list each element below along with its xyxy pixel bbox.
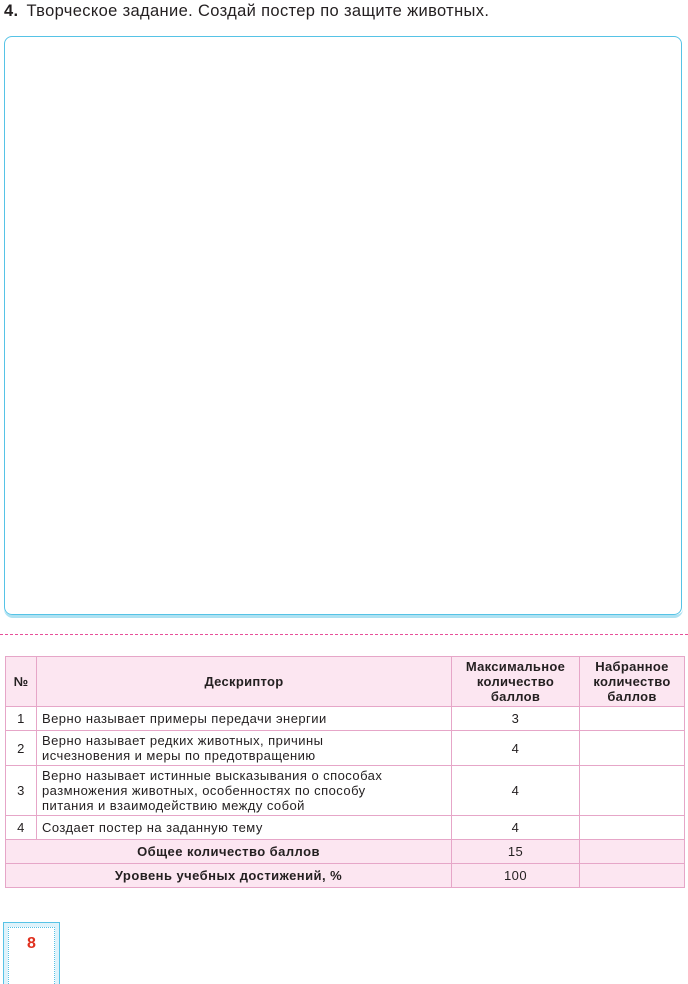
task-heading xyxy=(4,0,489,22)
row-descriptor xyxy=(37,707,452,731)
descriptor-line: Создает постер на заданную тему xyxy=(42,820,263,835)
table-row xyxy=(6,707,685,731)
row-descriptor xyxy=(37,816,452,840)
table-row xyxy=(6,731,685,766)
row-max-points: 4 xyxy=(452,766,580,816)
header-earned-line: баллов xyxy=(607,689,657,704)
page-number: 8 xyxy=(27,935,36,952)
total-max-points: 15 xyxy=(452,840,580,864)
page-number-tab-inner xyxy=(8,927,55,984)
row-number: 1 xyxy=(6,707,37,731)
table-row xyxy=(6,766,685,816)
achievement-level-earned[interactable] xyxy=(580,864,685,888)
header-earned-line: количество xyxy=(593,674,671,689)
header-max-line: Максимальное xyxy=(465,659,566,674)
total-label: Общее количество баллов xyxy=(6,840,452,864)
header-earned-line: Набранное xyxy=(595,659,669,674)
header-earned-points xyxy=(580,657,685,707)
assessment-table xyxy=(5,656,685,888)
row-number: 4 xyxy=(6,816,37,840)
cut-line-divider xyxy=(0,634,688,635)
header-max-line: баллов xyxy=(490,689,541,704)
page-number-tab xyxy=(3,922,60,984)
achievement-level-row xyxy=(6,864,685,888)
row-descriptor xyxy=(37,766,452,816)
row-max-points: 4 xyxy=(452,816,580,840)
total-earned-points[interactable] xyxy=(580,840,685,864)
row-earned-points[interactable] xyxy=(580,731,685,766)
row-earned-points[interactable] xyxy=(580,816,685,840)
achievement-level-max: 100 xyxy=(452,864,580,888)
total-row xyxy=(6,840,685,864)
row-max-points: 3 xyxy=(452,707,580,731)
descriptor-line: Верно называет примеры передачи энергии xyxy=(42,711,327,726)
header-descriptor: Дескриптор xyxy=(37,657,452,707)
table-header-row xyxy=(6,657,685,707)
header-max-points xyxy=(452,657,580,707)
table-row xyxy=(6,816,685,840)
descriptor-line: исчезновения и меры по предотвращению xyxy=(42,748,316,763)
row-earned-points[interactable] xyxy=(580,707,685,731)
task-text: Творческое задание. Создай постер по защите животных. xyxy=(26,2,490,20)
descriptor-line: Верно называет истинные высказывания о способах xyxy=(42,768,383,783)
row-number: 2 xyxy=(6,731,37,766)
descriptor-line: питания и взаимодействию между собой xyxy=(42,798,305,813)
row-descriptor xyxy=(37,731,452,766)
task-number: 4. xyxy=(4,2,19,20)
header-max-line: количество xyxy=(476,674,555,689)
achievement-level-label: Уровень учебных достижений, % xyxy=(6,864,452,888)
header-number: № xyxy=(6,657,37,707)
poster-drawing-area[interactable] xyxy=(4,36,682,615)
descriptor-line: Верно называет редких животных, причины xyxy=(42,733,324,748)
row-number: 3 xyxy=(6,766,37,816)
row-max-points: 4 xyxy=(452,731,580,766)
row-earned-points[interactable] xyxy=(580,766,685,816)
descriptor-line: размножения животных, особенностях по способу xyxy=(42,783,366,798)
